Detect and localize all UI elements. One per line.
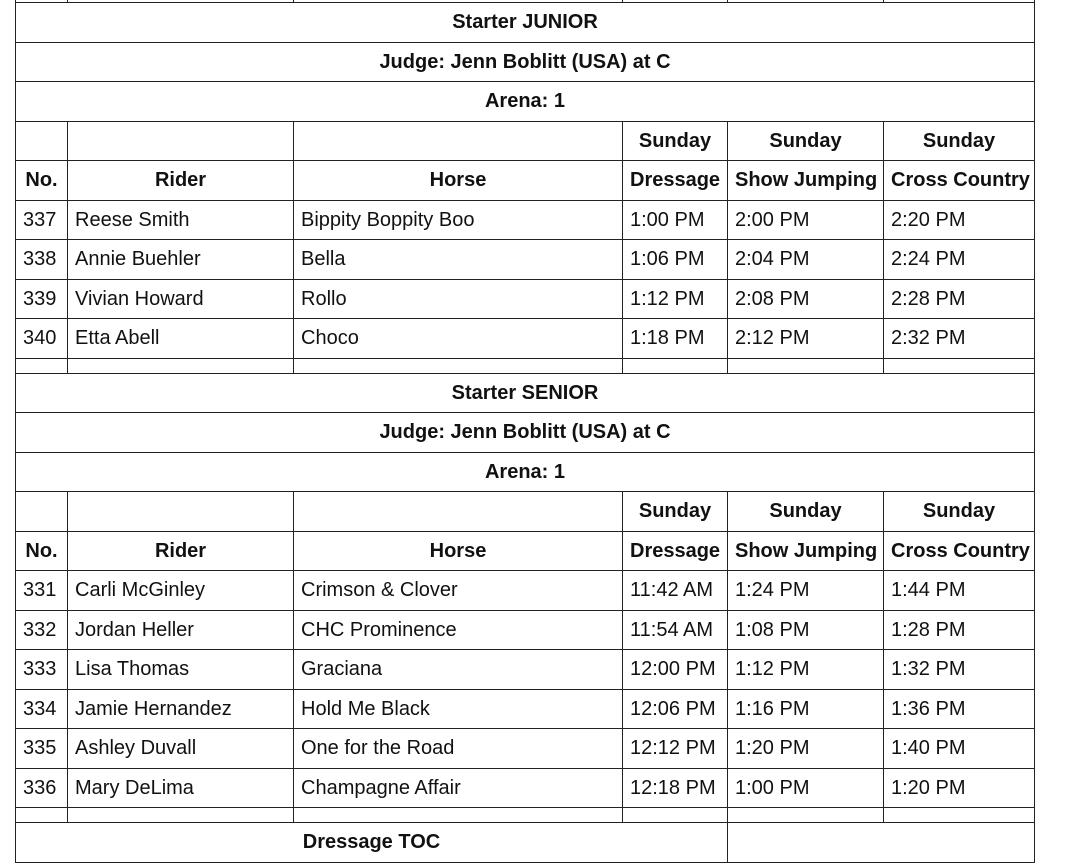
- rider-name: Jordan Heller: [68, 610, 294, 650]
- cross-country-time: 1:44 PM: [884, 571, 1035, 611]
- horse-name: Rollo: [294, 279, 623, 319]
- show-jumping-time: 2:12 PM: [728, 319, 884, 359]
- table-row: [16, 571, 1035, 611]
- rider-name: Annie Buehler: [68, 240, 294, 280]
- rider-number: 338: [16, 240, 68, 280]
- rider-number: 339: [16, 279, 68, 319]
- rider-name: Jamie Hernandez: [68, 689, 294, 729]
- column-header: Dressage: [623, 161, 728, 201]
- table-row: [16, 610, 1035, 650]
- horse-name: CHC Prominence: [294, 610, 623, 650]
- cross-country-time: 1:28 PM: [884, 610, 1035, 650]
- table-row: [16, 729, 1035, 769]
- arena-line-row: [16, 452, 1035, 492]
- dressage-time: 11:42 AM: [623, 571, 728, 611]
- show-jumping-time: 1:08 PM: [728, 610, 884, 650]
- horse-name: Graciana: [294, 650, 623, 690]
- rider-number: 335: [16, 729, 68, 769]
- rider-number: 334: [16, 689, 68, 729]
- column-header: Show Jumping: [728, 161, 884, 201]
- section-title: Starter JUNIOR: [16, 3, 1035, 43]
- dressage-time: 1:18 PM: [623, 319, 728, 359]
- cross-country-time: 1:36 PM: [884, 689, 1035, 729]
- day-header: Sunday: [623, 492, 728, 532]
- table-row: [16, 650, 1035, 690]
- column-header-row: [16, 161, 1035, 201]
- arena-line: Arena: 1: [16, 452, 1035, 492]
- arena-line: Arena: 1: [16, 82, 1035, 122]
- horse-name: Hold Me Black: [294, 689, 623, 729]
- column-header: Rider: [68, 161, 294, 201]
- column-header: No.: [16, 161, 68, 201]
- dressage-time: 1:00 PM: [623, 200, 728, 240]
- rider-number: 336: [16, 768, 68, 808]
- table-row: [16, 200, 1035, 240]
- column-header: Show Jumping: [728, 531, 884, 571]
- dressage-time: 1:06 PM: [623, 240, 728, 280]
- table-row: [16, 768, 1035, 808]
- column-header: Horse: [294, 161, 623, 201]
- ride-times-table: [15, 0, 1035, 863]
- rider-number: 332: [16, 610, 68, 650]
- cross-country-time: 2:28 PM: [884, 279, 1035, 319]
- show-jumping-time: 2:00 PM: [728, 200, 884, 240]
- column-header-row: [16, 531, 1035, 571]
- spacer-row: [16, 808, 1035, 823]
- horse-name: Choco: [294, 319, 623, 359]
- show-jumping-time: 1:20 PM: [728, 729, 884, 769]
- day-header: Sunday: [728, 121, 884, 161]
- rider-name: Etta Abell: [68, 319, 294, 359]
- next-section-row: [16, 823, 1035, 863]
- judge-line-row: [16, 413, 1035, 453]
- column-header: Cross Country: [884, 161, 1035, 201]
- horse-name: One for the Road: [294, 729, 623, 769]
- judge-line: Judge: Jenn Boblitt (USA) at C: [16, 413, 1035, 453]
- rider-name: Lisa Thomas: [68, 650, 294, 690]
- rider-name: Carli McGinley: [68, 571, 294, 611]
- cross-country-time: 2:32 PM: [884, 319, 1035, 359]
- rider-number: 331: [16, 571, 68, 611]
- column-header: Cross Country: [884, 531, 1035, 571]
- horse-name: Crimson & Clover: [294, 571, 623, 611]
- rider-number: 340: [16, 319, 68, 359]
- next-section-title: Dressage TOC: [16, 823, 728, 863]
- show-jumping-time: 1:12 PM: [728, 650, 884, 690]
- rider-name: Vivian Howard: [68, 279, 294, 319]
- judge-line: Judge: Jenn Boblitt (USA) at C: [16, 42, 1035, 82]
- cross-country-time: 1:20 PM: [884, 768, 1035, 808]
- horse-name: Champagne Affair: [294, 768, 623, 808]
- day-header: Sunday: [623, 121, 728, 161]
- cross-country-time: 1:32 PM: [884, 650, 1035, 690]
- section-title-row: [16, 373, 1035, 413]
- rider-name: Reese Smith: [68, 200, 294, 240]
- table-row: [16, 240, 1035, 280]
- day-header: Sunday: [884, 492, 1035, 532]
- cross-country-time: 2:24 PM: [884, 240, 1035, 280]
- day-header-row: [16, 492, 1035, 532]
- dressage-time: 12:00 PM: [623, 650, 728, 690]
- horse-name: Bippity Boppity Boo: [294, 200, 623, 240]
- spacer-row: [16, 358, 1035, 373]
- column-header: Horse: [294, 531, 623, 571]
- rider-name: Mary DeLima: [68, 768, 294, 808]
- column-header: No.: [16, 531, 68, 571]
- dressage-time: 12:12 PM: [623, 729, 728, 769]
- dressage-time: 12:18 PM: [623, 768, 728, 808]
- dressage-time: 11:54 AM: [623, 610, 728, 650]
- dressage-time: 1:12 PM: [623, 279, 728, 319]
- cross-country-time: 1:40 PM: [884, 729, 1035, 769]
- show-jumping-time: 2:08 PM: [728, 279, 884, 319]
- table-row: [16, 319, 1035, 359]
- show-jumping-time: 2:04 PM: [728, 240, 884, 280]
- column-header: Dressage: [623, 531, 728, 571]
- table-row: [16, 689, 1035, 729]
- rider-name: Ashley Duvall: [68, 729, 294, 769]
- day-header: Sunday: [728, 492, 884, 532]
- table-row: [16, 279, 1035, 319]
- column-header: Rider: [68, 531, 294, 571]
- rider-number: 337: [16, 200, 68, 240]
- show-jumping-time: 1:24 PM: [728, 571, 884, 611]
- judge-line-row: [16, 42, 1035, 82]
- day-header: Sunday: [884, 121, 1035, 161]
- arena-line-row: [16, 82, 1035, 122]
- show-jumping-time: 1:16 PM: [728, 689, 884, 729]
- section-title-row: [16, 3, 1035, 43]
- cross-country-time: 2:20 PM: [884, 200, 1035, 240]
- horse-name: Bella: [294, 240, 623, 280]
- rider-number: 333: [16, 650, 68, 690]
- section-title: Starter SENIOR: [16, 373, 1035, 413]
- day-header-row: [16, 121, 1035, 161]
- show-jumping-time: 1:00 PM: [728, 768, 884, 808]
- dressage-time: 12:06 PM: [623, 689, 728, 729]
